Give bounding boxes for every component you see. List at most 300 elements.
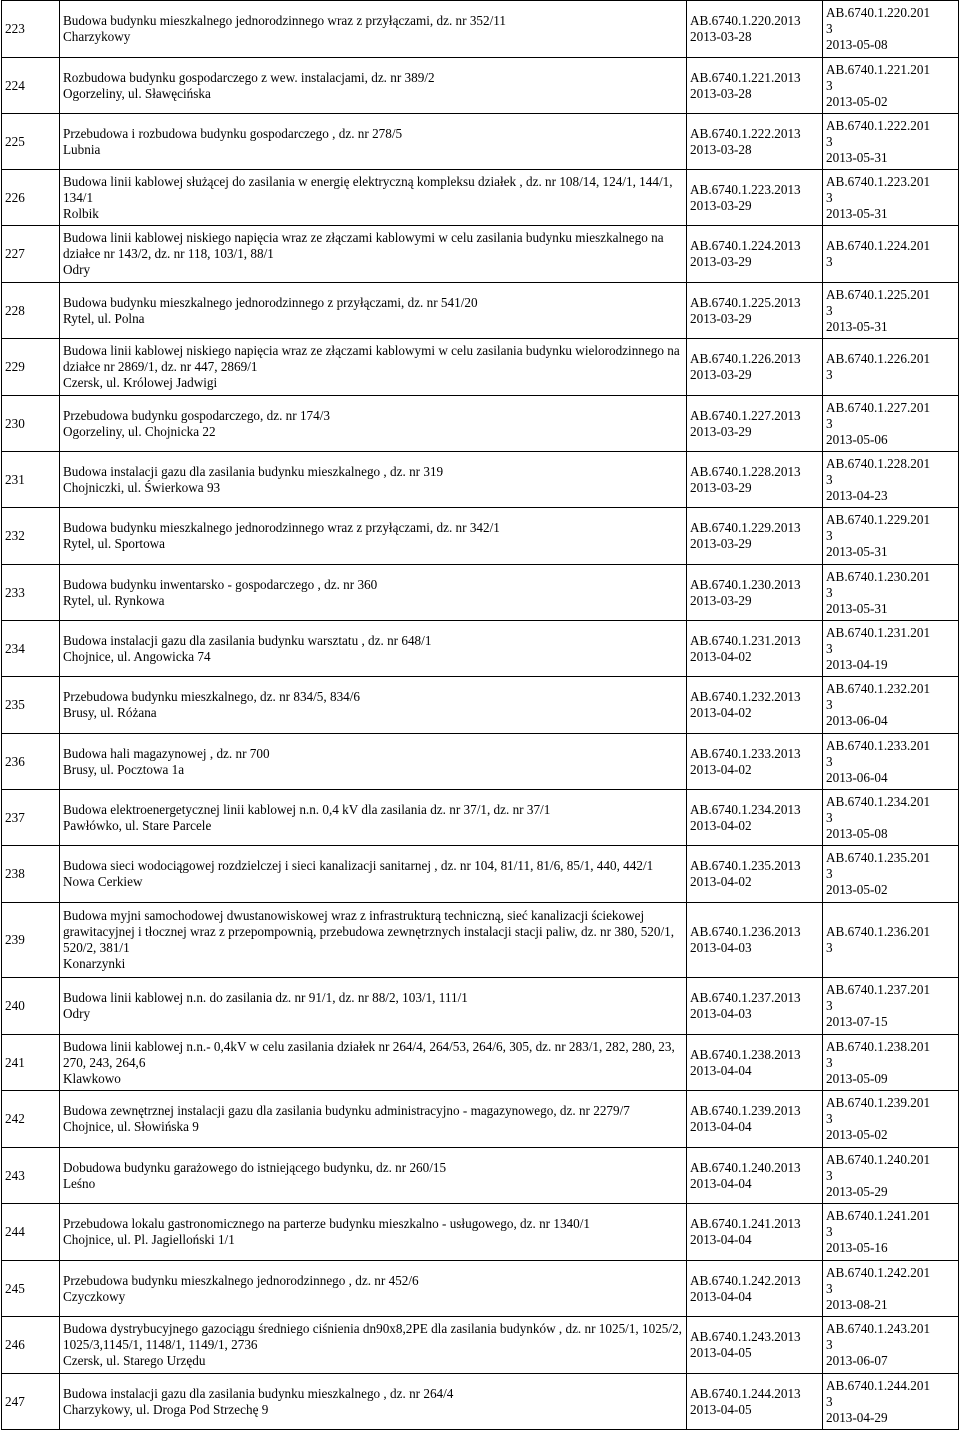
entry-number-cell <box>2 1035 60 1091</box>
entry-signature-cell <box>687 1 823 58</box>
entry-signature: AB.6740.1.240.2013 <box>690 1159 801 1175</box>
entry-location: Konarzynki <box>63 956 126 971</box>
entry-signature: AB.6740.1.231.2013 <box>690 632 801 648</box>
entry-decision-signature-suffix: 3 <box>826 998 833 1013</box>
entry-decision-signature: AB.6740.1.244.201 <box>826 1377 931 1393</box>
entry-signature: AB.6740.1.243.2013 <box>690 1329 801 1344</box>
entry-decision-cell <box>823 790 959 846</box>
entry-description-cell <box>60 903 687 978</box>
entry-description: Budowa linii kablowej n.n.- 0,4kV w celu zasilania działek nr 264/4, 264/53, 264/6, 305, dz. nr 283/1, 282, 280, 23, 270, 243, 264,6 <box>63 1038 675 1070</box>
entry-description-cell <box>60 734 687 790</box>
entry-description: Budowa sieci wodociągowej rozdzielczej i sieci kanalizacji sanitarnej , dz. nr 104, 81/11, 81/6, 85/1, 440, 442/1 <box>63 858 654 873</box>
entry-location: Nowa Cerkiew <box>63 874 143 889</box>
entry-decision-signature: AB.6740.1.236.201 <box>826 924 931 939</box>
table-row <box>2 565 959 621</box>
entry-number-cell <box>2 58 60 114</box>
entry-signature-cell <box>687 58 823 114</box>
entry-description: Przebudowa lokalu gastronomicznego na parterze budynku mieszkalno - usługowego, dz. nr 1340/1 <box>63 1216 590 1231</box>
entry-signature-cell <box>687 283 823 339</box>
entry-description-cell <box>60 565 687 621</box>
entry-signature: AB.6740.1.232.2013 <box>690 689 801 704</box>
entry-description-cell <box>60 452 687 508</box>
entry-description: Budowa linii kablowej służącej do zasilania w energię elektryczną kompleksu działek , dz. nr 108/14, 124/1, 144/1, 134/1 <box>63 173 673 205</box>
entry-number: 225 <box>5 133 25 149</box>
entry-number-cell <box>2 226 60 283</box>
entry-decision-signature-suffix: 3 <box>826 1111 833 1126</box>
entry-signature-cell <box>687 1035 823 1091</box>
entry-decision-date: 2013-06-04 <box>826 769 888 785</box>
entry-number-cell <box>2 1261 60 1317</box>
entry-number-cell <box>2 978 60 1035</box>
entry-decision-cell <box>823 452 959 508</box>
entry-decision-signature: AB.6740.1.226.201 <box>826 351 931 366</box>
entry-number-cell <box>2 339 60 396</box>
entry-decision-date: 2013-04-29 <box>826 1409 888 1425</box>
entry-signature-cell <box>687 1091 823 1148</box>
entry-description: Rozbudowa budynku gospodarczego z wew. instalacjami, dz. nr 389/2 <box>63 69 435 85</box>
table-row <box>2 1091 959 1148</box>
entry-description: Przebudowa budynku gospodarczego, dz. nr 174/3 <box>63 407 330 423</box>
entry-signature: AB.6740.1.242.2013 <box>690 1272 801 1288</box>
entry-decision-cell <box>823 978 959 1035</box>
entry-location: Leśno <box>63 1175 96 1191</box>
entry-signature-cell <box>687 903 823 978</box>
entry-filing-date: 2013-03-29 <box>690 367 752 382</box>
entry-decision-signature-suffix: 3 <box>826 640 833 656</box>
entry-description-cell <box>60 790 687 846</box>
entry-number: 224 <box>5 77 25 93</box>
entry-decision-cell <box>823 508 959 565</box>
table-row <box>2 1204 959 1261</box>
entry-number-cell <box>2 1374 60 1430</box>
entry-description: Przebudowa i rozbudowa budynku gospodarczego , dz. nr 278/5 <box>63 125 403 141</box>
entry-location: Lubnia <box>63 141 101 157</box>
entry-number-cell <box>2 1204 60 1261</box>
entry-number: 235 <box>5 697 25 712</box>
entry-decision-cell <box>823 1204 959 1261</box>
entry-number: 245 <box>5 1280 25 1296</box>
entry-decision-signature: AB.6740.1.224.201 <box>826 238 931 253</box>
entry-signature-cell <box>687 508 823 565</box>
table-row <box>2 1317 959 1374</box>
table-row <box>2 903 959 978</box>
entry-signature-cell <box>687 339 823 396</box>
table-row <box>2 283 959 339</box>
entry-signature: AB.6740.1.241.2013 <box>690 1216 801 1231</box>
entry-decision-signature-suffix: 3 <box>826 21 833 36</box>
entry-location: Chojnice, ul. Słowińska 9 <box>63 1119 199 1134</box>
entry-decision-signature-suffix: 3 <box>826 133 833 149</box>
entry-number-cell <box>2 170 60 226</box>
entry-filing-date: 2013-04-04 <box>690 1119 752 1134</box>
entry-number-cell <box>2 734 60 790</box>
table-row <box>2 508 959 565</box>
entry-decision-cell <box>823 1374 959 1430</box>
entry-filing-date: 2013-04-04 <box>690 1175 752 1191</box>
table-row <box>2 846 959 903</box>
table-row <box>2 170 959 226</box>
entry-signature: AB.6740.1.225.2013 <box>690 294 801 310</box>
entry-signature-cell <box>687 452 823 508</box>
entry-filing-date: 2013-04-03 <box>690 1006 752 1021</box>
entry-description: Budowa instalacji gazu dla zasilania budynku mieszkalnego , dz. nr 319 <box>63 463 444 479</box>
entry-signature-cell <box>687 565 823 621</box>
entry-signature: AB.6740.1.228.2013 <box>690 463 801 479</box>
registry-body <box>2 1 959 1430</box>
table-row <box>2 1 959 58</box>
entry-number: 246 <box>5 1337 25 1352</box>
entry-signature: AB.6740.1.234.2013 <box>690 801 801 817</box>
entry-decision-cell <box>823 170 959 226</box>
entry-description: Budowa instalacji gazu dla zasilania budynku mieszkalnego , dz. nr 264/4 <box>63 1385 454 1401</box>
entry-signature-cell <box>687 1374 823 1430</box>
entry-number: 223 <box>5 21 25 36</box>
entry-description: Budowa zewnętrznej instalacji gazu dla zasilania budynku administracyjno - magazynowego, dz. nr 2279/7 <box>63 1103 630 1118</box>
entry-decision-signature-suffix: 3 <box>826 1337 833 1352</box>
entry-filing-date: 2013-04-02 <box>690 874 752 889</box>
entry-decision-cell <box>823 1148 959 1204</box>
entry-decision-signature: AB.6740.1.241.201 <box>826 1208 931 1223</box>
entry-filing-date: 2013-04-02 <box>690 648 752 664</box>
entry-decision-cell <box>823 565 959 621</box>
entry-signature-cell <box>687 114 823 170</box>
entry-filing-date: 2013-03-29 <box>690 197 752 213</box>
entry-signature: AB.6740.1.236.2013 <box>690 924 801 939</box>
entry-filing-date: 2013-03-28 <box>690 29 752 44</box>
entry-description: Budowa budynku inwentarsko - gospodarczego , dz. nr 360 <box>63 576 378 592</box>
entry-decision-signature: AB.6740.1.233.201 <box>826 737 931 753</box>
entry-location: Odry <box>63 262 91 277</box>
entry-description-cell <box>60 1 687 58</box>
entry-description-cell <box>60 1374 687 1430</box>
entry-filing-date: 2013-03-29 <box>690 254 752 269</box>
entry-description-cell <box>60 1204 687 1261</box>
entry-signature-cell <box>687 1148 823 1204</box>
entry-decision-date: 2013-05-31 <box>826 544 888 559</box>
entry-description: Budowa budynku mieszkalnego jednorodzinnego wraz z przyłączami, dz. nr 352/11 <box>63 13 506 28</box>
entry-description-cell <box>60 114 687 170</box>
entry-filing-date: 2013-04-02 <box>690 817 752 833</box>
entry-decision-signature-suffix: 3 <box>826 584 833 600</box>
entry-decision-signature: AB.6740.1.232.201 <box>826 681 931 696</box>
entry-decision-cell <box>823 1261 959 1317</box>
entry-location: Rytel, ul. Sportowa <box>63 536 166 551</box>
entry-location: Klawkowo <box>63 1070 121 1086</box>
entry-number-cell <box>2 846 60 903</box>
entry-location: Pawłówko, ul. Stare Parcele <box>63 817 212 833</box>
entry-description: Budowa dystrybucyjnego gazociągu średniego ciśnienia dn90x8,2PE dla zasilania budynków , dz. nr 1025/1, 1025/2, 1025/3,1145/1, 1148/1, 1149/1, 2736 <box>63 1321 682 1352</box>
entry-description-cell <box>60 1317 687 1374</box>
entry-filing-date: 2013-03-28 <box>690 141 752 157</box>
entry-number-cell <box>2 452 60 508</box>
entry-number-cell <box>2 1 60 58</box>
entry-decision-signature: AB.6740.1.222.201 <box>826 117 931 133</box>
entry-location: Brusy, ul. Pocztowa 1a <box>63 761 185 777</box>
entry-filing-date: 2013-04-04 <box>690 1062 752 1078</box>
entry-number-cell <box>2 790 60 846</box>
entry-description-cell <box>60 677 687 734</box>
entry-signature: AB.6740.1.229.2013 <box>690 520 801 535</box>
entry-number: 243 <box>5 1167 25 1183</box>
entry-decision-signature: AB.6740.1.235.201 <box>826 850 931 865</box>
entry-number-cell <box>2 677 60 734</box>
entry-number-cell <box>2 283 60 339</box>
entry-decision-date: 2013-05-08 <box>826 37 888 52</box>
entry-description: Budowa elektroenergetycznej linii kablowej n.n. 0,4 kV dla zasilania dz. nr 37/1, dz. nr 37/1 <box>63 801 551 817</box>
entry-decision-date: 2013-05-02 <box>826 1127 888 1142</box>
entry-decision-cell <box>823 114 959 170</box>
entry-filing-date: 2013-04-05 <box>690 1345 752 1360</box>
entry-number: 227 <box>5 246 25 261</box>
entry-location: Brusy, ul. Różana <box>63 705 157 720</box>
entry-decision-cell <box>823 903 959 978</box>
entry-filing-date: 2013-03-29 <box>690 592 752 608</box>
entry-decision-signature-suffix: 3 <box>826 415 833 431</box>
entry-decision-signature: AB.6740.1.220.201 <box>826 5 931 20</box>
entry-number-cell <box>2 508 60 565</box>
entry-description: Budowa instalacji gazu dla zasilania budynku warsztatu , dz. nr 648/1 <box>63 632 432 648</box>
entry-signature: AB.6740.1.230.2013 <box>690 576 801 592</box>
entry-location: Rytel, ul. Polna <box>63 310 145 326</box>
entry-signature: AB.6740.1.226.2013 <box>690 351 801 366</box>
entry-decision-cell <box>823 734 959 790</box>
entry-description-cell <box>60 396 687 452</box>
table-row <box>2 1148 959 1204</box>
entry-description-cell <box>60 846 687 903</box>
entry-number: 233 <box>5 584 25 600</box>
entry-decision-date: 2013-05-02 <box>826 93 888 109</box>
entry-decision-signature-suffix: 3 <box>826 1224 833 1239</box>
table-row <box>2 452 959 508</box>
entry-decision-date: 2013-05-02 <box>826 882 888 897</box>
entry-description-cell <box>60 226 687 283</box>
entry-decision-signature: AB.6740.1.240.201 <box>826 1151 931 1167</box>
entry-decision-date: 2013-05-29 <box>826 1183 888 1199</box>
entry-decision-date: 2013-05-09 <box>826 1070 888 1086</box>
entry-location: Rolbik <box>63 205 99 221</box>
entry-location: Ogorzeliny, ul. Sławęcińska <box>63 85 211 101</box>
entry-signature-cell <box>687 1317 823 1374</box>
entry-decision-date: 2013-07-15 <box>826 1014 888 1029</box>
entry-decision-date: 2013-05-31 <box>826 318 888 334</box>
entry-location: Ogorzeliny, ul. Chojnicka 22 <box>63 423 216 439</box>
entry-signature: AB.6740.1.233.2013 <box>690 745 801 761</box>
entry-decision-signature-suffix: 3 <box>826 1393 833 1409</box>
entry-location: Chojniczki, ul. Świerkowa 93 <box>63 479 221 495</box>
entry-decision-cell <box>823 283 959 339</box>
entry-description-cell <box>60 978 687 1035</box>
entry-description: Budowa budynku mieszkalnego jednorodzinnego z przyłączami, dz. nr 541/20 <box>63 294 478 310</box>
entry-number-cell <box>2 396 60 452</box>
entry-filing-date: 2013-03-29 <box>690 536 752 551</box>
entry-location: Czyczkowy <box>63 1288 126 1304</box>
entry-description-cell <box>60 58 687 114</box>
entry-number-cell <box>2 565 60 621</box>
entry-filing-date: 2013-03-28 <box>690 85 752 101</box>
entry-decision-signature-suffix: 3 <box>826 367 833 382</box>
entry-decision-signature: AB.6740.1.228.201 <box>826 455 931 471</box>
entry-signature: AB.6740.1.235.2013 <box>690 858 801 873</box>
entry-number-cell <box>2 114 60 170</box>
entry-description: Budowa linii kablowej niskiego napięcia wraz ze złączami kablowymi w celu zasilania budynku wielorodzinnego na działce nr 2869/1, dz. nr 447, 2869/1 <box>63 343 680 374</box>
entry-decision-date: 2013-05-08 <box>826 825 888 841</box>
entry-number: 236 <box>5 753 25 769</box>
entry-description: Przebudowa budynku mieszkalnego, dz. nr 834/5, 834/6 <box>63 689 361 704</box>
entry-decision-date: 2013-06-04 <box>826 713 888 728</box>
table-row <box>2 677 959 734</box>
entry-description: Budowa budynku mieszkalnego jednorodzinnego wraz z przyłączami, dz. nr 342/1 <box>63 520 500 535</box>
entry-location: Chojnice, ul. Pl. Jagielloński 1/1 <box>63 1232 235 1247</box>
entry-decision-signature: AB.6740.1.230.201 <box>826 568 931 584</box>
entry-signature: AB.6740.1.223.2013 <box>690 181 801 197</box>
entry-signature: AB.6740.1.224.2013 <box>690 238 801 253</box>
entry-number: 240 <box>5 998 25 1013</box>
entry-description-cell <box>60 621 687 677</box>
table-row <box>2 339 959 396</box>
entry-decision-date: 2013-05-16 <box>826 1240 888 1255</box>
entry-description: Budowa linii kablowej niskiego napięcia wraz ze złączami kablowymi w celu zasilania budynku mieszkalnego na działce nr 143/2, dz. nr 118, 103/1, 88/1 <box>63 230 664 261</box>
table-row <box>2 621 959 677</box>
entry-decision-signature-suffix: 3 <box>826 940 833 955</box>
entry-number: 244 <box>5 1224 25 1239</box>
entry-description-cell <box>60 1148 687 1204</box>
entry-decision-signature-suffix: 3 <box>826 302 833 318</box>
entry-decision-signature: AB.6740.1.231.201 <box>826 624 931 640</box>
entry-filing-date: 2013-03-29 <box>690 423 752 439</box>
entry-filing-date: 2013-04-02 <box>690 705 752 720</box>
entry-decision-signature-suffix: 3 <box>826 809 833 825</box>
entry-decision-signature: AB.6740.1.221.201 <box>826 61 931 77</box>
entry-decision-cell <box>823 226 959 283</box>
table-row <box>2 1035 959 1091</box>
entry-decision-signature-suffix: 3 <box>826 1167 833 1183</box>
entry-description-cell <box>60 1261 687 1317</box>
entry-filing-date: 2013-04-04 <box>690 1232 752 1247</box>
entry-description-cell <box>60 339 687 396</box>
entry-signature-cell <box>687 396 823 452</box>
entry-signature: AB.6740.1.221.2013 <box>690 69 801 85</box>
entry-signature: AB.6740.1.220.2013 <box>690 13 801 28</box>
registry-table <box>1 0 959 1430</box>
entry-decision-cell <box>823 1317 959 1374</box>
entry-description-cell <box>60 1091 687 1148</box>
entry-decision-signature: AB.6740.1.238.201 <box>826 1038 931 1054</box>
entry-number-cell <box>2 1148 60 1204</box>
entry-decision-date: 2013-05-31 <box>826 149 888 165</box>
entry-signature-cell <box>687 1261 823 1317</box>
entry-number: 241 <box>5 1054 25 1070</box>
table-row <box>2 1374 959 1430</box>
entry-signature-cell <box>687 1204 823 1261</box>
entry-decision-signature-suffix: 3 <box>826 1054 833 1070</box>
entry-number: 232 <box>5 528 25 543</box>
entry-description-cell <box>60 508 687 565</box>
entry-decision-date: 2013-06-07 <box>826 1353 888 1368</box>
entry-location: Czersk, ul. Królowej Jadwigi <box>63 375 218 390</box>
entry-signature-cell <box>687 621 823 677</box>
entry-description: Budowa myjni samochodowej dwustanowiskowej wraz z infrastrukturą techniczną, sieć kanalizacji ściekowej grawitacyjnej i tłocznej wraz z przepompownią, przebudowa zewnętrznych instalacji stacji paliw, dz. nr 380, 520/1, 520/2, 381/1 <box>63 908 675 955</box>
entry-decision-signature: AB.6740.1.229.201 <box>826 512 931 527</box>
entry-number-cell <box>2 621 60 677</box>
entry-decision-cell <box>823 846 959 903</box>
entry-decision-date: 2013-08-21 <box>826 1296 888 1312</box>
entry-signature-cell <box>687 677 823 734</box>
table-row <box>2 58 959 114</box>
entry-decision-signature-suffix: 3 <box>826 189 833 205</box>
entry-signature: AB.6740.1.239.2013 <box>690 1103 801 1118</box>
entry-location: Czersk, ul. Starego Urzędu <box>63 1353 206 1368</box>
table-row <box>2 396 959 452</box>
entry-decision-signature: AB.6740.1.243.201 <box>826 1321 931 1336</box>
entry-location: Chojnice, ul. Angowicka 74 <box>63 648 211 664</box>
entry-signature: AB.6740.1.244.2013 <box>690 1385 801 1401</box>
entry-decision-cell <box>823 677 959 734</box>
entry-decision-cell <box>823 58 959 114</box>
entry-decision-signature: AB.6740.1.223.201 <box>826 173 931 189</box>
entry-number: 238 <box>5 866 25 881</box>
entry-decision-signature-suffix: 3 <box>826 753 833 769</box>
entry-decision-cell <box>823 1 959 58</box>
entry-decision-signature-suffix: 3 <box>826 471 833 487</box>
entry-number-cell <box>2 1091 60 1148</box>
entry-number: 228 <box>5 302 25 318</box>
entry-signature-cell <box>687 170 823 226</box>
entry-signature-cell <box>687 790 823 846</box>
entry-decision-signature-suffix: 3 <box>826 77 833 93</box>
entry-decision-signature-suffix: 3 <box>826 866 833 881</box>
entry-decision-date: 2013-05-31 <box>826 205 888 221</box>
entry-location: Charzykowy <box>63 29 131 44</box>
entry-filing-date: 2013-04-04 <box>690 1288 752 1304</box>
entry-number: 247 <box>5 1393 25 1409</box>
entry-decision-signature: AB.6740.1.227.201 <box>826 399 931 415</box>
entry-filing-date: 2013-04-02 <box>690 761 752 777</box>
entry-decision-date: 2013-05-31 <box>826 600 888 616</box>
table-row <box>2 790 959 846</box>
entry-location: Charzykowy, ul. Droga Pod Strzechę 9 <box>63 1401 269 1417</box>
entry-decision-signature: AB.6740.1.242.201 <box>826 1264 931 1280</box>
entry-signature: AB.6740.1.227.2013 <box>690 407 801 423</box>
entry-decision-date: 2013-05-06 <box>826 431 888 447</box>
entry-decision-signature-suffix: 3 <box>826 254 833 269</box>
entry-filing-date: 2013-03-29 <box>690 310 752 326</box>
entry-decision-date: 2013-04-19 <box>826 656 888 672</box>
entry-description: Dobudowa budynku garażowego do istniejącego budynku, dz. nr 260/15 <box>63 1159 447 1175</box>
entry-signature-cell <box>687 226 823 283</box>
entry-decision-signature-suffix: 3 <box>826 697 833 712</box>
table-row <box>2 734 959 790</box>
entry-description: Budowa linii kablowej n.n. do zasilania dz. nr 91/1, dz. nr 88/2, 103/1, 111/1 <box>63 990 468 1005</box>
entry-decision-signature: AB.6740.1.237.201 <box>826 982 931 997</box>
entry-number: 237 <box>5 809 25 825</box>
entry-description: Budowa hali magazynowej , dz. nr 700 <box>63 745 270 761</box>
entry-description-cell <box>60 1035 687 1091</box>
entry-decision-signature: AB.6740.1.225.201 <box>826 286 931 302</box>
entry-description-cell <box>60 283 687 339</box>
entry-decision-signature: AB.6740.1.234.201 <box>826 793 931 809</box>
table-row <box>2 978 959 1035</box>
entry-decision-cell <box>823 339 959 396</box>
entry-filing-date: 2013-03-29 <box>690 479 752 495</box>
entry-number: 239 <box>5 932 25 947</box>
entry-number-cell <box>2 903 60 978</box>
entry-decision-cell <box>823 396 959 452</box>
entry-signature-cell <box>687 734 823 790</box>
table-row <box>2 1261 959 1317</box>
entry-filing-date: 2013-04-03 <box>690 940 752 955</box>
entry-signature: AB.6740.1.222.2013 <box>690 125 801 141</box>
entry-signature-cell <box>687 978 823 1035</box>
